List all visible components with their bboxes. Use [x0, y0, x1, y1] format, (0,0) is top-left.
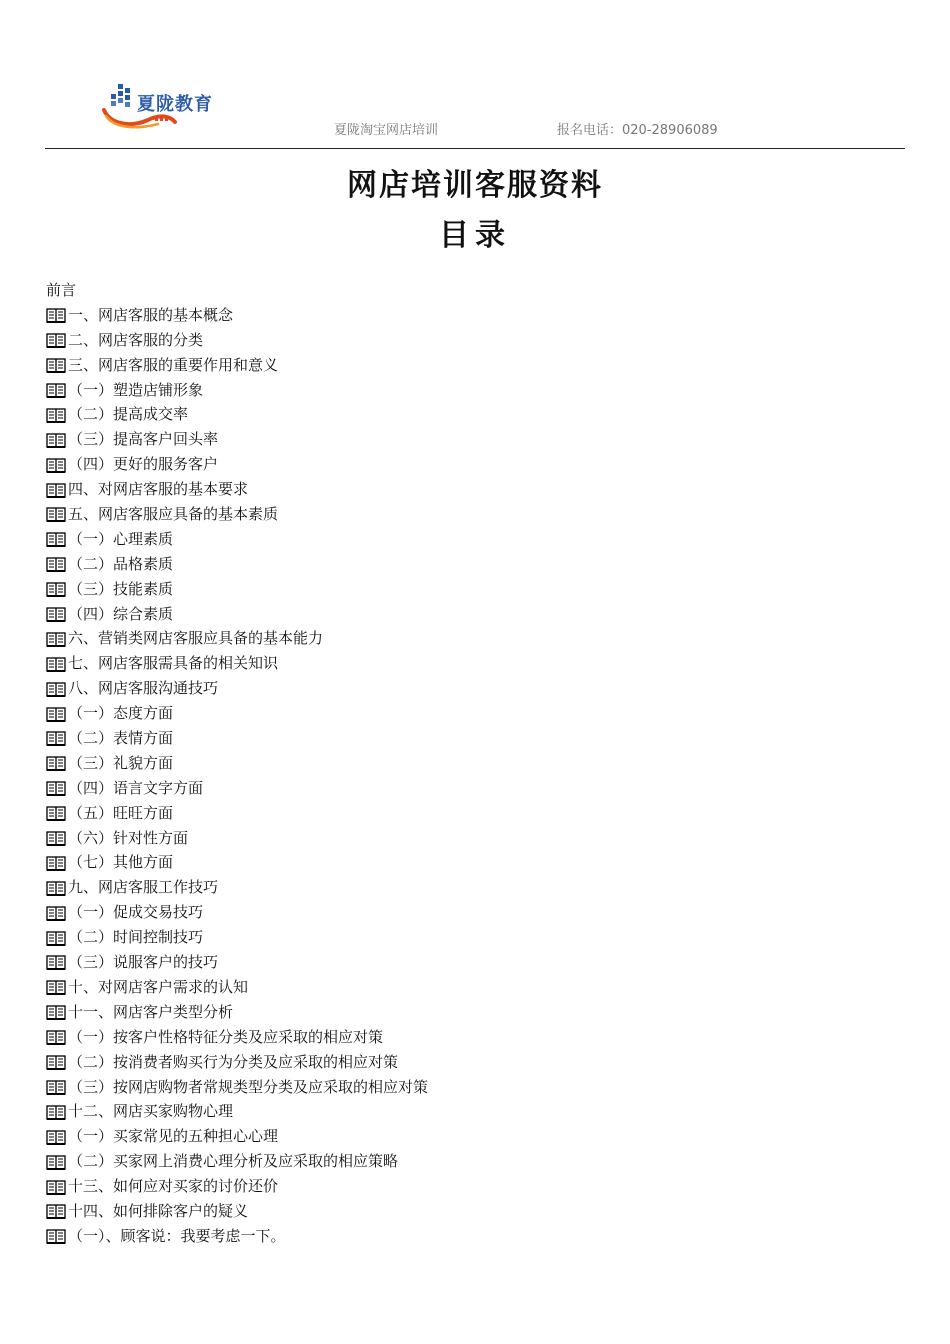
- book-icon: [46, 382, 66, 398]
- toc-entry[interactable]: [46, 925, 906, 950]
- toc-entry-label: （四）更好的服务客户: [68, 455, 219, 474]
- toc-entry-label: （一）态度方面: [68, 704, 174, 723]
- book-icon: [46, 805, 66, 821]
- toc-entry[interactable]: [46, 726, 906, 751]
- toc-entry[interactable]: [46, 1199, 906, 1224]
- toc-entry-label: （二）提高成交率: [68, 405, 189, 424]
- toc-entry-label: （三）按网店购物者常规类型分类及应采取的相应对策: [68, 1077, 429, 1096]
- toc-entry[interactable]: [46, 527, 906, 552]
- toc-entry[interactable]: [46, 801, 906, 826]
- page-header: [0, 0, 950, 150]
- table-of-contents: [46, 278, 906, 1249]
- toc-entry[interactable]: [46, 402, 906, 427]
- toc-entry[interactable]: [46, 776, 906, 801]
- toc-entry[interactable]: [46, 850, 906, 875]
- book-icon: [46, 930, 66, 946]
- book-icon: [46, 506, 66, 522]
- book-icon: [46, 631, 66, 647]
- toc-entry-label: 四、对网店客服的基本要求: [68, 480, 249, 499]
- toc-entry-label: （一）、顾客说：我要考虑一下。: [68, 1226, 286, 1245]
- book-icon: [46, 1004, 66, 1020]
- header-subtitle: 夏陇淘宝网店培训: [334, 123, 439, 138]
- toc-entry[interactable]: [46, 1000, 906, 1025]
- toc-entry-label: 一、网店客服的基本概念: [68, 305, 234, 324]
- toc-entry[interactable]: [46, 751, 906, 776]
- book-icon: [46, 556, 66, 572]
- book-icon: [46, 1054, 66, 1070]
- toc-entry-label: （二）买家网上消费心理分析及应采取的相应策略: [68, 1152, 399, 1171]
- book-icon: [46, 755, 66, 771]
- book-icon: [46, 1203, 66, 1219]
- book-icon: [46, 880, 66, 896]
- toc-entry-label: （一）促成交易技巧: [68, 903, 204, 922]
- toc-entry[interactable]: [46, 701, 906, 726]
- toc-entry[interactable]: [46, 427, 906, 452]
- book-icon: [46, 656, 66, 672]
- book-icon: [46, 780, 66, 796]
- toc-entry[interactable]: [46, 1224, 906, 1249]
- toc-entry-label: （三）提高客户回头率: [68, 430, 219, 449]
- toc-entry[interactable]: [46, 900, 906, 925]
- toc-entry-label: （五）旺旺方面: [68, 803, 174, 822]
- toc-entry-label: 十、对网店客户需求的认知: [68, 977, 249, 996]
- toc-entry[interactable]: [46, 303, 906, 328]
- book-icon: [46, 307, 66, 323]
- toc-entry-label: （一）按客户性格特征分类及应采取的相应对策: [68, 1027, 384, 1046]
- toc-entry[interactable]: [46, 875, 906, 900]
- toc-entry[interactable]: [46, 626, 906, 651]
- book-icon: [46, 332, 66, 348]
- book-icon: [46, 905, 66, 921]
- book-icon: [46, 730, 66, 746]
- toc-entry[interactable]: [46, 278, 906, 303]
- toc-entry-label: 三、网店客服的重要作用和意义: [68, 355, 279, 374]
- book-icon: [46, 1179, 66, 1195]
- logo-text: 夏陇教育: [137, 94, 213, 115]
- book-icon: [46, 1079, 66, 1095]
- toc-entry-label: （三）说服客户的技巧: [68, 953, 219, 972]
- toc-entry[interactable]: [46, 1099, 906, 1124]
- toc-entry[interactable]: [46, 502, 906, 527]
- toc-entry-label: （七）其他方面: [68, 853, 174, 872]
- toc-entry[interactable]: [46, 552, 906, 577]
- toc-entry-label: 十四、如何排除客户的疑义: [68, 1201, 249, 1220]
- toc-entry[interactable]: [46, 378, 906, 403]
- toc-entry-label: 十三、如何应对买家的讨价还价: [68, 1177, 279, 1196]
- toc-heading: 目录: [439, 218, 511, 253]
- toc-entry-label: （四）综合素质: [68, 604, 174, 623]
- toc-entry-label: 二、网店客服的分类: [68, 330, 204, 349]
- book-icon: [46, 1029, 66, 1045]
- toc-entry-label: 九、网店客服工作技巧: [68, 878, 219, 897]
- toc-entry[interactable]: [46, 826, 906, 851]
- toc-entry[interactable]: [46, 1149, 906, 1174]
- book-icon: [46, 855, 66, 871]
- toc-entry[interactable]: [46, 1124, 906, 1149]
- toc-entry[interactable]: [46, 602, 906, 627]
- book-icon: [46, 1228, 66, 1244]
- toc-entry-label: （三）礼貌方面: [68, 753, 174, 772]
- toc-entry-label: （二）品格素质: [68, 554, 174, 573]
- toc-entry[interactable]: [46, 950, 906, 975]
- toc-entry[interactable]: [46, 1025, 906, 1050]
- header-divider: [45, 148, 905, 149]
- toc-entry-label: （三）技能素质: [68, 579, 174, 598]
- toc-entry[interactable]: [46, 651, 906, 676]
- book-icon: [46, 830, 66, 846]
- book-icon: [46, 531, 66, 547]
- toc-entry[interactable]: [46, 452, 906, 477]
- book-icon: [46, 357, 66, 373]
- toc-entry-label: （一）塑造店铺形象: [68, 380, 204, 399]
- toc-entry[interactable]: [46, 1174, 906, 1199]
- toc-entry[interactable]: [46, 676, 906, 701]
- toc-entry[interactable]: [46, 1075, 906, 1100]
- book-icon: [46, 606, 66, 622]
- toc-entry-label: 五、网店客服应具备的基本素质: [68, 505, 279, 524]
- toc-entry-label: 八、网店客服沟通技巧: [68, 679, 219, 698]
- toc-entry-label: 六、营销类网店客服应具备的基本能力: [68, 629, 324, 648]
- toc-entry-label: 前言: [46, 281, 77, 299]
- book-icon: [46, 457, 66, 473]
- toc-entry-label: （六）针对性方面: [68, 828, 189, 847]
- toc-entry[interactable]: [46, 975, 906, 1000]
- book-icon: [46, 407, 66, 423]
- toc-entry-label: 十二、网店买家购物心理: [68, 1102, 234, 1121]
- book-icon: [46, 1104, 66, 1120]
- book-icon: [46, 954, 66, 970]
- toc-entry[interactable]: [46, 477, 906, 502]
- toc-entry-label: （二）按消费者购买行为分类及应采取的相应对策: [68, 1052, 399, 1071]
- toc-entry-label: 七、网店客服需具备的相关知识: [68, 654, 279, 673]
- page-title: 网店培训客服资料: [347, 168, 603, 203]
- book-icon: [46, 1129, 66, 1145]
- toc-entry[interactable]: [46, 328, 906, 353]
- toc-entry-label: （二）时间控制技巧: [68, 928, 204, 947]
- toc-entry-label: （二）表情方面: [68, 729, 174, 748]
- book-icon: [46, 482, 66, 498]
- toc-entry-label: （四）语言文字方面: [68, 778, 204, 797]
- book-icon: [46, 979, 66, 995]
- toc-entry-label: （一）心理素质: [68, 529, 174, 548]
- toc-entry-label: （一）买家常见的五种担心心理: [68, 1127, 279, 1146]
- toc-entry[interactable]: [46, 1050, 906, 1075]
- book-icon: [46, 1154, 66, 1170]
- header-phone: 报名电话：020-28906089: [557, 123, 718, 138]
- book-icon: [46, 681, 66, 697]
- book-icon: [46, 706, 66, 722]
- book-icon: [46, 581, 66, 597]
- book-icon: [46, 432, 66, 448]
- toc-entry[interactable]: [46, 353, 906, 378]
- toc-entry-label: 十一、网店客户类型分析: [68, 1002, 234, 1021]
- toc-entry[interactable]: [46, 577, 906, 602]
